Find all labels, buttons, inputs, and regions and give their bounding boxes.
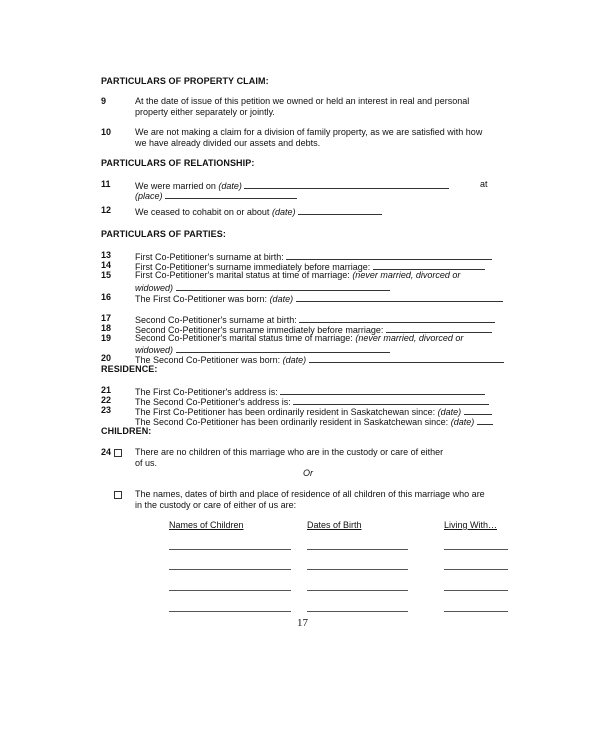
item-number-14: 14 <box>101 260 112 270</box>
marriage-place-field[interactable] <box>165 189 297 199</box>
item-15-italic: (never married, divorced or <box>352 270 461 280</box>
child-name-field[interactable] <box>169 569 291 570</box>
first-surname-before-marriage-field[interactable] <box>373 260 485 270</box>
item-number-19: 19 <box>101 333 112 343</box>
item-number-23: 23 <box>101 405 112 415</box>
item-23b-text: The Second Co-Petitioner has been ordinarily resident in Saskatchewan since: <box>135 417 449 427</box>
cohabit-date-field[interactable] <box>298 205 382 215</box>
item-number-20: 20 <box>101 353 112 363</box>
item-number-15: 15 <box>101 270 112 280</box>
child-living-with-field[interactable] <box>444 590 508 591</box>
no-children-checkbox[interactable] <box>114 447 122 457</box>
item-15-row <box>135 270 460 280</box>
item-number-17: 17 <box>101 313 112 323</box>
item-11-text: We were married on <box>135 181 216 191</box>
item-19-italic2: widowed) <box>135 345 174 355</box>
item-9-text-line1: At the date of issue of this petition we owned or held an interest in real and personal <box>135 96 470 106</box>
column-header-living-with: Living With… <box>444 520 498 530</box>
alt-text-line2: in the custody or care of either of us are: <box>135 500 297 510</box>
item-18-text: Second Co-Petitioner's surname immediately before marriage: <box>135 325 384 335</box>
item-20-text: The Second Co-Petitioner was born: <box>135 355 281 365</box>
item-11-date-label: (date) <box>218 181 242 191</box>
item-15-text: First Co-Petitioner's marital status at time of marriage: <box>135 270 350 280</box>
item-number-13: 13 <box>101 250 112 260</box>
item-number-10: 10 <box>101 127 112 137</box>
children-list-checkbox[interactable] <box>114 489 122 499</box>
checkbox-icon <box>114 449 122 457</box>
alt-text-line1: The names, dates of birth and place of residence of all children of this marriage who are <box>135 489 485 499</box>
column-header-dates: Dates of Birth <box>307 520 362 530</box>
section-heading-relationship: PARTICULARS OF RELATIONSHIP: <box>101 158 255 168</box>
item-24-text-line1: There are no children of this marriage who are in the custody or care of either <box>135 447 444 457</box>
item-12-row <box>135 205 382 217</box>
child-living-with-field[interactable] <box>444 611 508 612</box>
item-20-italic: (date) <box>282 355 307 365</box>
item-number-18: 18 <box>101 323 112 333</box>
item-number-24: 24 <box>101 447 112 457</box>
child-name-field[interactable] <box>169 611 291 612</box>
second-address-field[interactable] <box>293 395 489 405</box>
item-11-place-row <box>135 189 297 201</box>
marriage-date-field[interactable] <box>244 179 449 189</box>
item-11-place-label: (place) <box>135 191 163 201</box>
child-name-field[interactable] <box>169 549 291 550</box>
first-surname-birth-field[interactable] <box>286 250 492 260</box>
child-dob-field[interactable] <box>307 549 408 550</box>
item-17-text: Second Co-Petitioner's surname at birth: <box>135 315 297 325</box>
item-19-italic: (never married, divorced or <box>355 333 464 343</box>
second-birth-date-field[interactable] <box>309 353 504 363</box>
second-resident-since-field[interactable] <box>477 415 493 425</box>
item-16-italic: (date) <box>269 294 294 304</box>
item-number-21: 21 <box>101 385 112 395</box>
item-21-text: The First Co-Petitioner's address is: <box>135 387 278 397</box>
child-dob-field[interactable] <box>307 569 408 570</box>
item-10-text-line1: We are not making a claim for a division of family property, as we are satisfied with how <box>135 127 483 137</box>
item-23-text: The First Co-Petitioner has been ordinarily resident in Saskatchewan since: <box>135 407 436 417</box>
second-marital-status-field[interactable] <box>176 343 390 353</box>
item-12-date-label: (date) <box>271 207 296 217</box>
child-living-with-field[interactable] <box>444 549 508 550</box>
checkbox-icon <box>114 491 122 499</box>
section-heading-parties: PARTICULARS OF PARTIES: <box>101 229 226 239</box>
first-address-field[interactable] <box>280 385 485 395</box>
page-number: 17 <box>297 617 308 629</box>
first-marital-status-field[interactable] <box>176 281 390 291</box>
second-surname-birth-field[interactable] <box>299 313 495 323</box>
item-24-text-line2: of us. <box>135 458 158 468</box>
item-23b-italic: (date) <box>450 417 475 427</box>
child-dob-field[interactable] <box>307 611 408 612</box>
item-9-text-line2: property either separately or jointly. <box>135 107 275 117</box>
second-surname-before-marriage-field[interactable] <box>386 323 492 333</box>
child-living-with-field[interactable] <box>444 569 508 570</box>
section-heading-children: CHILDREN: <box>101 426 152 436</box>
item-16-text: The First Co-Petitioner was born: <box>135 294 268 304</box>
first-resident-since-field[interactable] <box>464 405 492 415</box>
item-16-row <box>135 292 503 304</box>
item-11-at: at <box>480 179 488 189</box>
item-23-italic: (date) <box>437 407 462 417</box>
item-19-text: Second Co-Petitioner's marital status time of marriage: <box>135 333 353 343</box>
child-dob-field[interactable] <box>307 590 408 591</box>
item-number-11: 11 <box>101 179 111 189</box>
item-number-9: 9 <box>101 96 107 106</box>
child-name-field[interactable] <box>169 590 291 591</box>
item-15-italic2: widowed) <box>135 283 174 293</box>
item-number-12: 12 <box>101 205 112 215</box>
item-22-text: The Second Co-Petitioner's address is: <box>135 397 291 407</box>
or-separator: Or <box>303 468 313 478</box>
item-20-row <box>135 353 504 365</box>
item-number-16: 16 <box>101 292 112 302</box>
section-heading-property-claim: PARTICULARS OF PROPERTY CLAIM: <box>101 76 269 86</box>
item-14-text: First Co-Petitioner's surname immediately before marriage: <box>135 262 371 272</box>
item-19-row <box>135 333 463 343</box>
item-number-22: 22 <box>101 395 112 405</box>
first-birth-date-field[interactable] <box>296 292 503 302</box>
item-13-text: First Co-Petitioner's surname at birth: <box>135 252 284 262</box>
item-23b-row <box>135 415 493 427</box>
column-header-names: Names of Children <box>169 520 244 530</box>
item-12-text: We ceased to cohabit on or about <box>135 207 270 217</box>
item-10-text-line2: we have already divided our assets and debts. <box>135 138 321 148</box>
section-heading-residence: RESIDENCE: <box>101 364 158 374</box>
